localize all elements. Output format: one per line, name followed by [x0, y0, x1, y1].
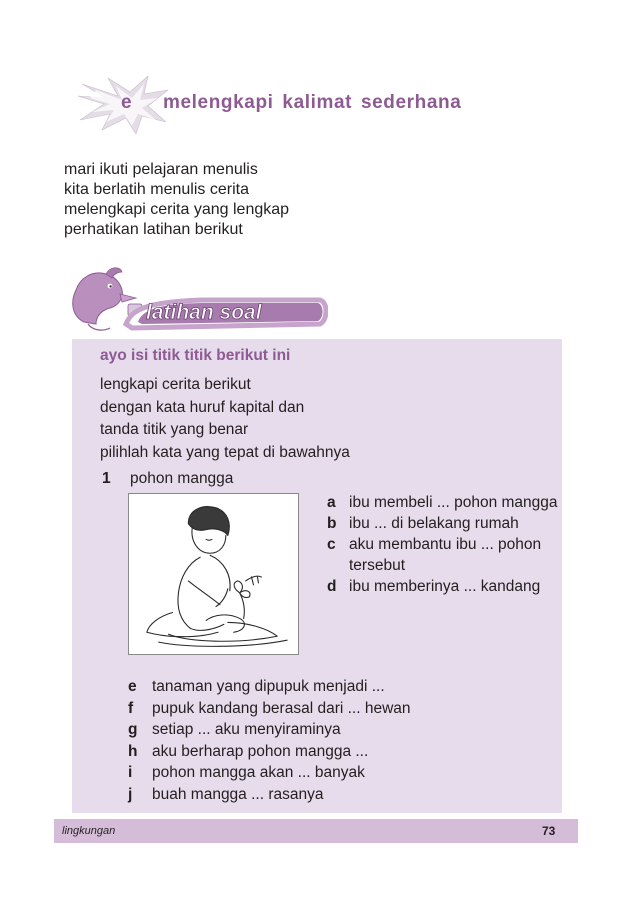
- option-letter: h: [128, 742, 138, 760]
- option-letter: b: [327, 515, 337, 532]
- question-title: pohon mangga: [130, 470, 234, 487]
- option-text: pohon mangga akan ... banyak: [152, 764, 365, 781]
- section-title: melengkapi kalimat sederhana: [163, 92, 462, 113]
- option-item: [128, 676, 411, 698]
- option-item: [327, 513, 579, 534]
- section-letter: e: [121, 92, 132, 113]
- instruction-line: lengkapi cerita berikut: [100, 376, 251, 393]
- instruction-line: pilihlah kata yang tepat di bawahnya: [100, 443, 350, 461]
- option-text: aku berharap pohon mangga ...: [152, 742, 369, 760]
- option-text: ibu membeli ... pohon mangga: [349, 494, 558, 511]
- option-item: [128, 698, 411, 720]
- options-right: [327, 492, 579, 597]
- option-letter: f: [128, 699, 134, 717]
- chapter-name: lingkungan: [62, 825, 116, 837]
- option-letter: d: [327, 578, 337, 595]
- option-letter: a: [327, 494, 336, 511]
- latihan-soal-banner: [62, 264, 328, 336]
- option-text: setiap ... aku menyiraminya: [152, 721, 341, 738]
- option-item: [327, 576, 579, 597]
- option-text: ibu ... di belakang rumah: [349, 515, 519, 532]
- question-number: 1: [102, 470, 111, 487]
- intro-line: mari ikuti pelajaran menulis: [64, 161, 258, 178]
- intro-line: perhatikan latihan berikut: [64, 221, 243, 238]
- exercise-heading: ayo isi titik titik berikut ini: [100, 347, 291, 364]
- option-letter: c: [327, 536, 336, 553]
- option-text: pupuk kandang berasal dari ... hewan: [152, 699, 411, 717]
- option-item: [128, 784, 411, 806]
- page-number: 73: [542, 824, 556, 838]
- instruction-line: dengan kata huruf kapital dan: [100, 398, 305, 416]
- intro-line: melengkapi cerita yang lengkap: [64, 201, 290, 218]
- option-text: aku membantu ibu ... pohon tersebut: [349, 536, 542, 574]
- option-letter: g: [128, 721, 138, 738]
- intro-line: kita berlatih menulis cerita: [64, 181, 249, 198]
- option-text: buah mangga ... rasanya: [152, 785, 324, 803]
- instructions-list: [100, 374, 350, 464]
- intro-text: [64, 160, 289, 240]
- options-bottom: [128, 676, 411, 805]
- footer-bar: [54, 819, 578, 843]
- option-letter: i: [128, 764, 133, 781]
- option-item: [128, 719, 411, 741]
- option-item: [327, 492, 579, 513]
- option-text: tanaman yang dipupuk menjadi ...: [152, 678, 385, 695]
- option-letter: j: [128, 785, 133, 803]
- planting-illustration: [128, 493, 299, 655]
- option-item: [128, 762, 411, 784]
- option-item: [327, 534, 579, 576]
- option-letter: e: [128, 678, 137, 695]
- instruction-line: tanda titik yang benar: [100, 421, 249, 438]
- option-item: [128, 741, 411, 763]
- option-text: ibu memberinya ... kandang: [349, 578, 541, 595]
- banner-label: latihan soal: [146, 301, 262, 324]
